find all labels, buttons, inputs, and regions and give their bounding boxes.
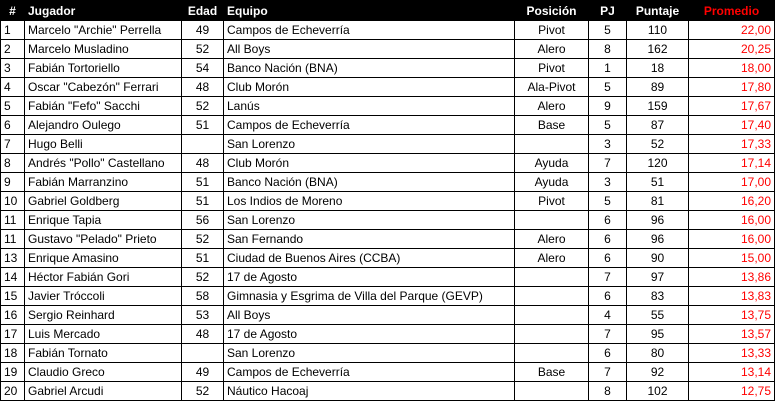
cell-promedio: 13,75: [689, 306, 775, 325]
table-row[interactable]: [1, 192, 775, 211]
cell-puntaje: 18: [627, 59, 689, 78]
cell-equipo: All Boys: [224, 40, 515, 59]
cell-puntaje: 162: [627, 40, 689, 59]
cell-pj: 6: [589, 344, 627, 363]
cell-edad: 52: [182, 230, 224, 249]
cell-number: 1: [1, 21, 25, 40]
cell-posicion: [515, 287, 589, 306]
cell-pj: 8: [589, 382, 627, 401]
cell-puntaje: 55: [627, 306, 689, 325]
cell-posicion: Pivot: [515, 192, 589, 211]
cell-promedio: 16,00: [689, 230, 775, 249]
cell-posicion: Pivot: [515, 59, 589, 78]
cell-number: 6: [1, 116, 25, 135]
cell-pj: 5: [589, 116, 627, 135]
table-row[interactable]: [1, 59, 775, 78]
cell-pj: 3: [589, 135, 627, 154]
cell-equipo: 17 de Agosto: [224, 325, 515, 344]
cell-edad: [182, 135, 224, 154]
cell-jugador: Javier Tróccoli: [25, 287, 182, 306]
table-body: [1, 21, 775, 401]
cell-jugador: Gustavo "Pelado" Prieto: [25, 230, 182, 249]
cell-promedio: 15,00: [689, 249, 775, 268]
cell-edad: 48: [182, 154, 224, 173]
cell-pj: 7: [589, 363, 627, 382]
cell-jugador: Sergio Reinhard: [25, 306, 182, 325]
cell-edad: 52: [182, 268, 224, 287]
cell-equipo: Lanús: [224, 97, 515, 116]
column-header-promedio[interactable]: Promedio: [689, 1, 775, 21]
cell-puntaje: 97: [627, 268, 689, 287]
cell-pj: 6: [589, 211, 627, 230]
cell-pj: 6: [589, 230, 627, 249]
table-row[interactable]: [1, 268, 775, 287]
cell-equipo: San Lorenzo: [224, 344, 515, 363]
cell-equipo: Banco Nación (BNA): [224, 173, 515, 192]
cell-pj: 8: [589, 40, 627, 59]
cell-promedio: 13,86: [689, 268, 775, 287]
cell-promedio: 13,83: [689, 287, 775, 306]
cell-edad: 51: [182, 173, 224, 192]
cell-puntaje: 80: [627, 344, 689, 363]
cell-number: 18: [1, 344, 25, 363]
column-header-number[interactable]: #: [1, 1, 25, 21]
cell-number: 15: [1, 287, 25, 306]
cell-jugador: Claudio Greco: [25, 363, 182, 382]
cell-posicion: Base: [515, 116, 589, 135]
column-header-puntaje[interactable]: Puntaje: [627, 1, 689, 21]
table-row[interactable]: [1, 154, 775, 173]
cell-equipo: Náutico Hacoaj: [224, 382, 515, 401]
cell-promedio: 17,00: [689, 173, 775, 192]
cell-promedio: 13,33: [689, 344, 775, 363]
cell-edad: 48: [182, 78, 224, 97]
cell-pj: 7: [589, 325, 627, 344]
cell-puntaje: 90: [627, 249, 689, 268]
cell-posicion: [515, 325, 589, 344]
cell-jugador: Oscar "Cabezón" Ferrari: [25, 78, 182, 97]
cell-puntaje: 96: [627, 211, 689, 230]
cell-number: 13: [1, 249, 25, 268]
cell-puntaje: 51: [627, 173, 689, 192]
cell-posicion: Base: [515, 363, 589, 382]
cell-puntaje: 96: [627, 230, 689, 249]
cell-posicion: Ayuda: [515, 154, 589, 173]
cell-edad: 52: [182, 382, 224, 401]
cell-jugador: Enrique Amasino: [25, 249, 182, 268]
cell-number: 3: [1, 59, 25, 78]
cell-pj: 4: [589, 306, 627, 325]
cell-puntaje: 52: [627, 135, 689, 154]
cell-equipo: San Lorenzo: [224, 211, 515, 230]
cell-edad: 52: [182, 97, 224, 116]
cell-promedio: 18,00: [689, 59, 775, 78]
table-row[interactable]: [1, 344, 775, 363]
cell-jugador: Fabián Tortoriello: [25, 59, 182, 78]
cell-puntaje: 110: [627, 21, 689, 40]
cell-jugador: Enrique Tapia: [25, 211, 182, 230]
cell-posicion: [515, 211, 589, 230]
cell-pj: 5: [589, 192, 627, 211]
cell-pj: 3: [589, 173, 627, 192]
cell-promedio: 13,14: [689, 363, 775, 382]
cell-jugador: Alejandro Oulego: [25, 116, 182, 135]
cell-pj: 7: [589, 154, 627, 173]
cell-number: 14: [1, 268, 25, 287]
cell-equipo: Club Morón: [224, 78, 515, 97]
cell-number: 11: [1, 230, 25, 249]
cell-posicion: [515, 382, 589, 401]
cell-puntaje: 81: [627, 192, 689, 211]
cell-posicion: [515, 306, 589, 325]
table-row[interactable]: [1, 97, 775, 116]
cell-equipo: Banco Nación (BNA): [224, 59, 515, 78]
table-row[interactable]: [1, 173, 775, 192]
cell-equipo: Campos de Echeverría: [224, 21, 515, 40]
cell-jugador: Gabriel Arcudi: [25, 382, 182, 401]
cell-number: 19: [1, 363, 25, 382]
cell-edad: 54: [182, 59, 224, 78]
cell-posicion: Ayuda: [515, 173, 589, 192]
cell-jugador: Andrés "Pollo" Castellano: [25, 154, 182, 173]
cell-number: 7: [1, 135, 25, 154]
column-header-edad[interactable]: Edad: [182, 1, 224, 21]
cell-posicion: Alero: [515, 249, 589, 268]
cell-posicion: Ala-Pivot: [515, 78, 589, 97]
cell-puntaje: 87: [627, 116, 689, 135]
table-row[interactable]: [1, 306, 775, 325]
table-header-row: [1, 1, 775, 21]
cell-number: 16: [1, 306, 25, 325]
cell-pj: 6: [589, 249, 627, 268]
cell-promedio: 16,20: [689, 192, 775, 211]
cell-jugador: Fabián "Fefo" Sacchi: [25, 97, 182, 116]
cell-posicion: [515, 135, 589, 154]
cell-promedio: 17,67: [689, 97, 775, 116]
table-row[interactable]: [1, 249, 775, 268]
column-header-jugador[interactable]: Jugador: [25, 1, 182, 21]
cell-posicion: Pivot: [515, 21, 589, 40]
cell-pj: 9: [589, 97, 627, 116]
cell-pj: 5: [589, 21, 627, 40]
cell-posicion: [515, 268, 589, 287]
cell-puntaje: 159: [627, 97, 689, 116]
cell-jugador: Luis Mercado: [25, 325, 182, 344]
cell-promedio: 16,00: [689, 211, 775, 230]
cell-number: 10: [1, 192, 25, 211]
cell-equipo: Campos de Echeverría: [224, 363, 515, 382]
cell-promedio: 17,14: [689, 154, 775, 173]
cell-number: 20: [1, 382, 25, 401]
cell-equipo: Campos de Echeverría: [224, 116, 515, 135]
cell-promedio: 20,25: [689, 40, 775, 59]
cell-promedio: 17,40: [689, 116, 775, 135]
cell-equipo: Club Morón: [224, 154, 515, 173]
cell-promedio: 12,75: [689, 382, 775, 401]
column-header-equipo[interactable]: Equipo: [224, 1, 515, 21]
table-row[interactable]: [1, 363, 775, 382]
cell-jugador: Fabián Marranzino: [25, 173, 182, 192]
table-row[interactable]: [1, 135, 775, 154]
cell-posicion: Alero: [515, 230, 589, 249]
cell-puntaje: 83: [627, 287, 689, 306]
cell-puntaje: 120: [627, 154, 689, 173]
cell-edad: 48: [182, 325, 224, 344]
cell-edad: [182, 344, 224, 363]
cell-edad: 51: [182, 192, 224, 211]
cell-edad: 53: [182, 306, 224, 325]
cell-number: 4: [1, 78, 25, 97]
column-header-pj[interactable]: PJ: [589, 1, 627, 21]
cell-promedio: 13,57: [689, 325, 775, 344]
cell-equipo: San Lorenzo: [224, 135, 515, 154]
cell-promedio: 17,33: [689, 135, 775, 154]
cell-number: 9: [1, 173, 25, 192]
cell-edad: 58: [182, 287, 224, 306]
cell-equipo: Gimnasia y Esgrima de Villa del Parque (GEVP): [224, 287, 515, 306]
table-row[interactable]: [1, 78, 775, 97]
cell-edad: 49: [182, 21, 224, 40]
cell-puntaje: 95: [627, 325, 689, 344]
cell-number: 2: [1, 40, 25, 59]
table-row[interactable]: [1, 382, 775, 401]
cell-edad: 52: [182, 40, 224, 59]
cell-jugador: Marcelo "Archie" Perrella: [25, 21, 182, 40]
cell-jugador: Marcelo Musladino: [25, 40, 182, 59]
cell-jugador: Fabián Tornato: [25, 344, 182, 363]
cell-jugador: Héctor Fabián Gori: [25, 268, 182, 287]
cell-jugador: Hugo Belli: [25, 135, 182, 154]
cell-equipo: All Boys: [224, 306, 515, 325]
cell-puntaje: 89: [627, 78, 689, 97]
cell-equipo: 17 de Agosto: [224, 268, 515, 287]
cell-number: 11: [1, 211, 25, 230]
cell-jugador: Gabriel Goldberg: [25, 192, 182, 211]
table-row[interactable]: [1, 211, 775, 230]
cell-promedio: 22,00: [689, 21, 775, 40]
cell-posicion: Alero: [515, 97, 589, 116]
cell-promedio: 17,80: [689, 78, 775, 97]
cell-equipo: San Fernando: [224, 230, 515, 249]
cell-puntaje: 92: [627, 363, 689, 382]
column-header-posicion[interactable]: Posición: [515, 1, 589, 21]
cell-pj: 7: [589, 268, 627, 287]
cell-edad: 51: [182, 116, 224, 135]
cell-posicion: [515, 344, 589, 363]
cell-number: 5: [1, 97, 25, 116]
table-row[interactable]: [1, 116, 775, 135]
cell-number: 17: [1, 325, 25, 344]
cell-pj: 6: [589, 287, 627, 306]
table-row[interactable]: [1, 40, 775, 59]
cell-posicion: Alero: [515, 40, 589, 59]
cell-edad: 49: [182, 363, 224, 382]
cell-edad: 56: [182, 211, 224, 230]
cell-puntaje: 102: [627, 382, 689, 401]
cell-pj: 1: [589, 59, 627, 78]
cell-equipo: Ciudad de Buenos Aires (CCBA): [224, 249, 515, 268]
cell-equipo: Los Indios de Moreno: [224, 192, 515, 211]
table-row[interactable]: [1, 287, 775, 306]
table-row[interactable]: [1, 325, 775, 344]
cell-edad: 51: [182, 249, 224, 268]
table-row[interactable]: [1, 21, 775, 40]
table-row[interactable]: [1, 230, 775, 249]
cell-pj: 5: [589, 78, 627, 97]
cell-number: 8: [1, 154, 25, 173]
